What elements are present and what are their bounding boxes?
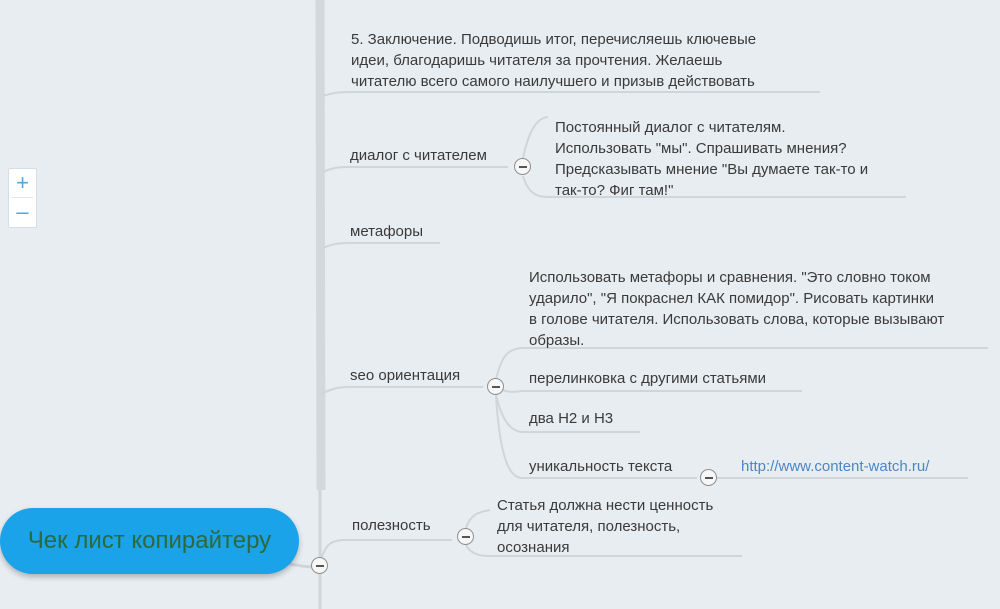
node-seo-metaphor-note[interactable] [529, 267, 944, 351]
node-dialog-note[interactable] [555, 117, 868, 201]
collapse-uniqueness-button[interactable] [700, 469, 717, 486]
node-seo-headings[interactable]: два H2 и H3 [529, 410, 614, 427]
content-watch-link[interactable]: http://www.content-watch.ru/ [741, 458, 930, 475]
collapse-root-button[interactable] [311, 557, 328, 574]
collapse-usefulness-button[interactable] [457, 528, 474, 545]
node-metaphors[interactable]: метафоры [350, 223, 424, 240]
dialog-note-line-4: так-то? Фиг там!" [555, 182, 674, 199]
usefulness-note-line-2: для читателя, полезность, [497, 518, 681, 535]
conclusion-line-2: идеи, благодаришь читателя за прочтения. Желаешь [351, 52, 723, 69]
collapse-seo-button[interactable] [487, 378, 504, 395]
node-usefulness[interactable]: полезность [352, 517, 431, 534]
usefulness-note-line-1: Статья должна нести ценность [497, 497, 714, 514]
node-conclusion[interactable] [351, 29, 756, 92]
root-node-label: Чек лист копирайтеру [27, 527, 272, 554]
node-seo-linking[interactable]: перелинковка с другими статьями [529, 370, 767, 387]
dialog-note-line-1: Постоянный диалог с читателям. [555, 119, 786, 136]
seo-note-line-3: в голове читателя. Использовать слова, которые вызывают [529, 311, 945, 328]
zoom-out-button[interactable]: – [16, 199, 29, 224]
seo-note-line-2: ударило", "Я покраснел КАК помидор". Рисовать картинки [529, 290, 935, 307]
root-node[interactable] [0, 508, 299, 574]
zoom-in-button[interactable]: + [16, 170, 29, 195]
node-seo[interactable]: seo ориентация [350, 367, 461, 384]
node-usefulness-note[interactable] [497, 495, 713, 558]
seo-note-line-1: Использовать метафоры и сравнения. "Это словно током [529, 269, 931, 286]
conclusion-line-1: 5. Заключение. Подводишь итог, перечисляешь ключевые [351, 31, 757, 48]
dialog-note-line-2: Использовать "мы". Спрашивать мнения? [555, 140, 847, 157]
zoom-control [8, 168, 37, 228]
usefulness-note-line-3: осознания [497, 539, 570, 556]
node-dialog[interactable]: диалог с читателем [350, 147, 487, 164]
dialog-note-line-3: Предсказывать мнение "Вы думаете так-то и [555, 161, 869, 178]
conclusion-line-3: читателю всего самого наилучшего и призыв действовать [351, 73, 755, 90]
node-seo-uniqueness[interactable]: уникальность текста [529, 458, 673, 475]
seo-note-line-4: образы. [529, 332, 585, 349]
collapse-dialog-button[interactable] [514, 158, 531, 175]
